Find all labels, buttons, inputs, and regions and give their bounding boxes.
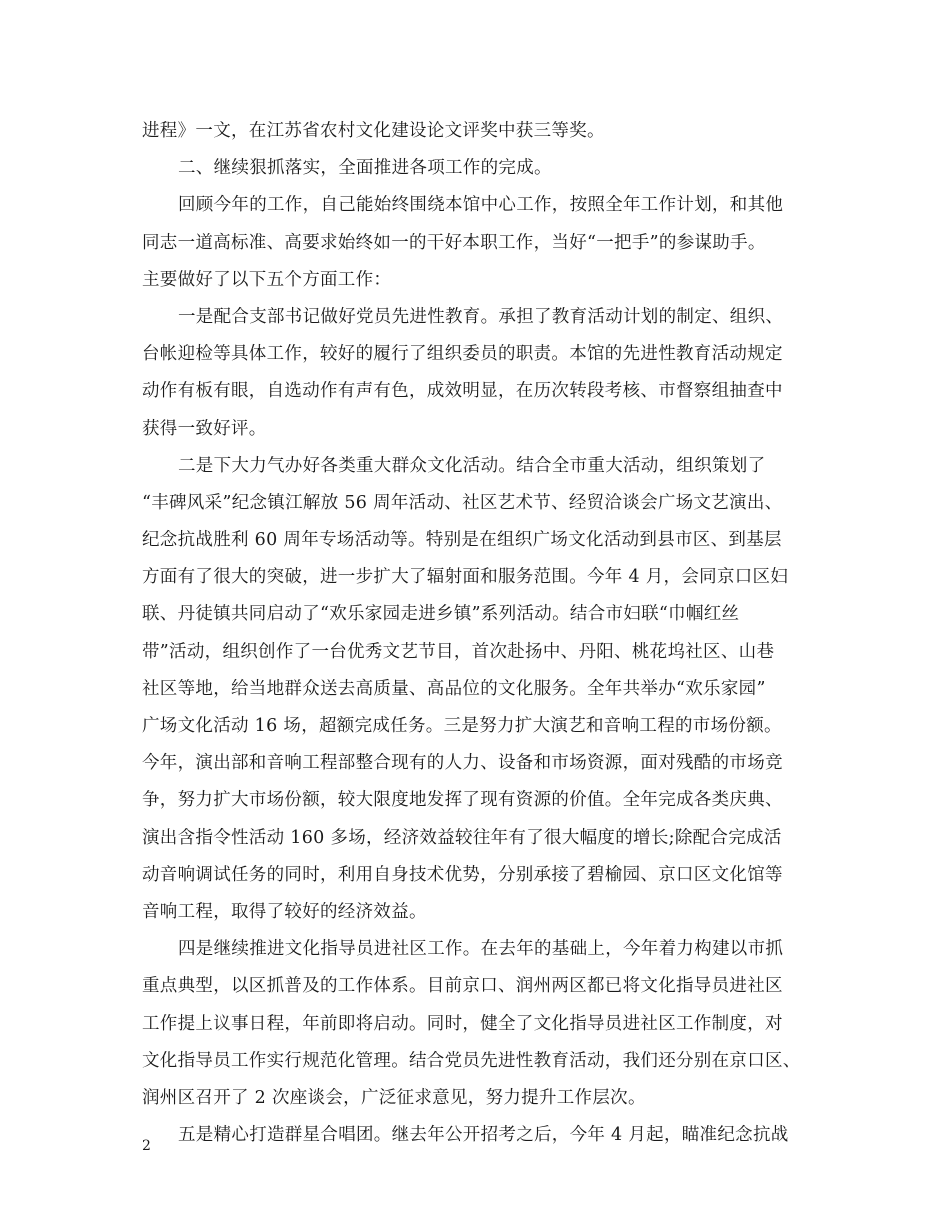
text-line: 纪念抗战胜利 60 周年专场活动等。特别是在组织广场文化活动到县市区、到基层 (142, 530, 782, 551)
text-line: 演出含指令性活动 160 多场，经济效益较往年有了很大幅度的增长;除配合完成活 (142, 827, 782, 848)
text-line: 争，努力扩大市场份额，较大限度地发挥了现有资源的价值。全年完成各类庆典、 (142, 790, 783, 811)
text-line: 一是配合支部书记做好党员先进性教育。承担了教育活动计划的制定、组织、 (178, 306, 784, 327)
text-line: 主要做好了以下五个方面工作： (142, 269, 392, 290)
text-line: 二、继续狠抓落实，全面推进各项工作的完成。 (178, 158, 552, 179)
text-line: 重点典型，以区抓普及的工作体系。目前京口、润州两区都已将文化指导员进社区 (142, 976, 783, 997)
text-line: “丰碑风采”纪念镇江解放 56 周年活动、社区艺术节、经贸洽谈会广场文艺演出、 (142, 492, 783, 513)
text-line: 今年，演出部和音响工程部整合现有的人力、设备和市场资源，面对残酷的市场竞 (142, 753, 783, 774)
page-number: 2 (142, 1138, 151, 1154)
text-line: 二是下大力气办好各类重大群众文化活动。结合全市重大活动，组织策划了 (178, 455, 766, 476)
text-line: 同志一道高标准、高要求始终如一的干好本职工作，当好“一把手”的参谋助手。 (142, 232, 766, 253)
text-line: 五是精心打造群星合唱团。继去年公开招考之后，今年 4 月起，瞄准纪念抗战 (178, 1125, 789, 1146)
text-line: 四是继续推进文化指导员进社区工作。在去年的基础上，今年着力构建以市抓 (178, 939, 784, 960)
text-line: 文化指导员工作实行规范化管理。结合党员先进性教育活动，我们还分别在京口区、 (142, 1050, 801, 1071)
text-line: 台帐迎检等具体工作，较好的履行了组织委员的职责。本馆的先进性教育活动规定 (142, 344, 783, 365)
document-body (142, 113, 822, 1154)
text-line: 广场文化活动 16 场，超额完成任务。三是努力扩大演艺和音响工程的市场份额。 (142, 716, 782, 736)
text-line: 动音响调试任务的同时，利用自身技术优势，分别承接了碧榆园、京口区文化馆等 (142, 864, 783, 885)
text-line: 获得一致好评。 (142, 418, 267, 439)
text-line: 联、丹徒镇共同启动了“欢乐家园走进乡镇”系列活动。结合市妇联“巾帼红丝 (142, 604, 740, 625)
text-line: 音响工程，取得了较好的经济效益。 (142, 901, 427, 922)
text-line: 进程》一文，在江苏省农村文化建设论文评奖中获三等奖。 (142, 121, 605, 141)
text-line: 方面有了很大的突破，进一步扩大了辐射面和服务范围。今年 4 月，会同京口区妇 (142, 567, 789, 588)
text-line: 工作提上议事日程，年前即将启动。同时，健全了文化指导员进社区工作制度，对 (142, 1013, 783, 1034)
text-line: 带”活动，组织创作了一台优秀文艺节目，首次赴扬中、丹阳、桃花坞社区、山巷 (142, 641, 775, 662)
text-line: 润州区召开了 2 次座谈会，广泛征求意见，努力提升工作层次。 (142, 1087, 646, 1108)
text-line: 动作有板有眼，自选动作有声有色，成效明显，在历次转段考核、市督察组抽查中 (142, 381, 783, 402)
text-line: 回顾今年的工作，自己能始终围绕本馆中心工作，按照全年工作计划，和其他 (178, 195, 784, 216)
text-line: 社区等地，给当地群众送去高质量、高品位的文化服务。全年共举办“欢乐家园” (142, 678, 766, 699)
